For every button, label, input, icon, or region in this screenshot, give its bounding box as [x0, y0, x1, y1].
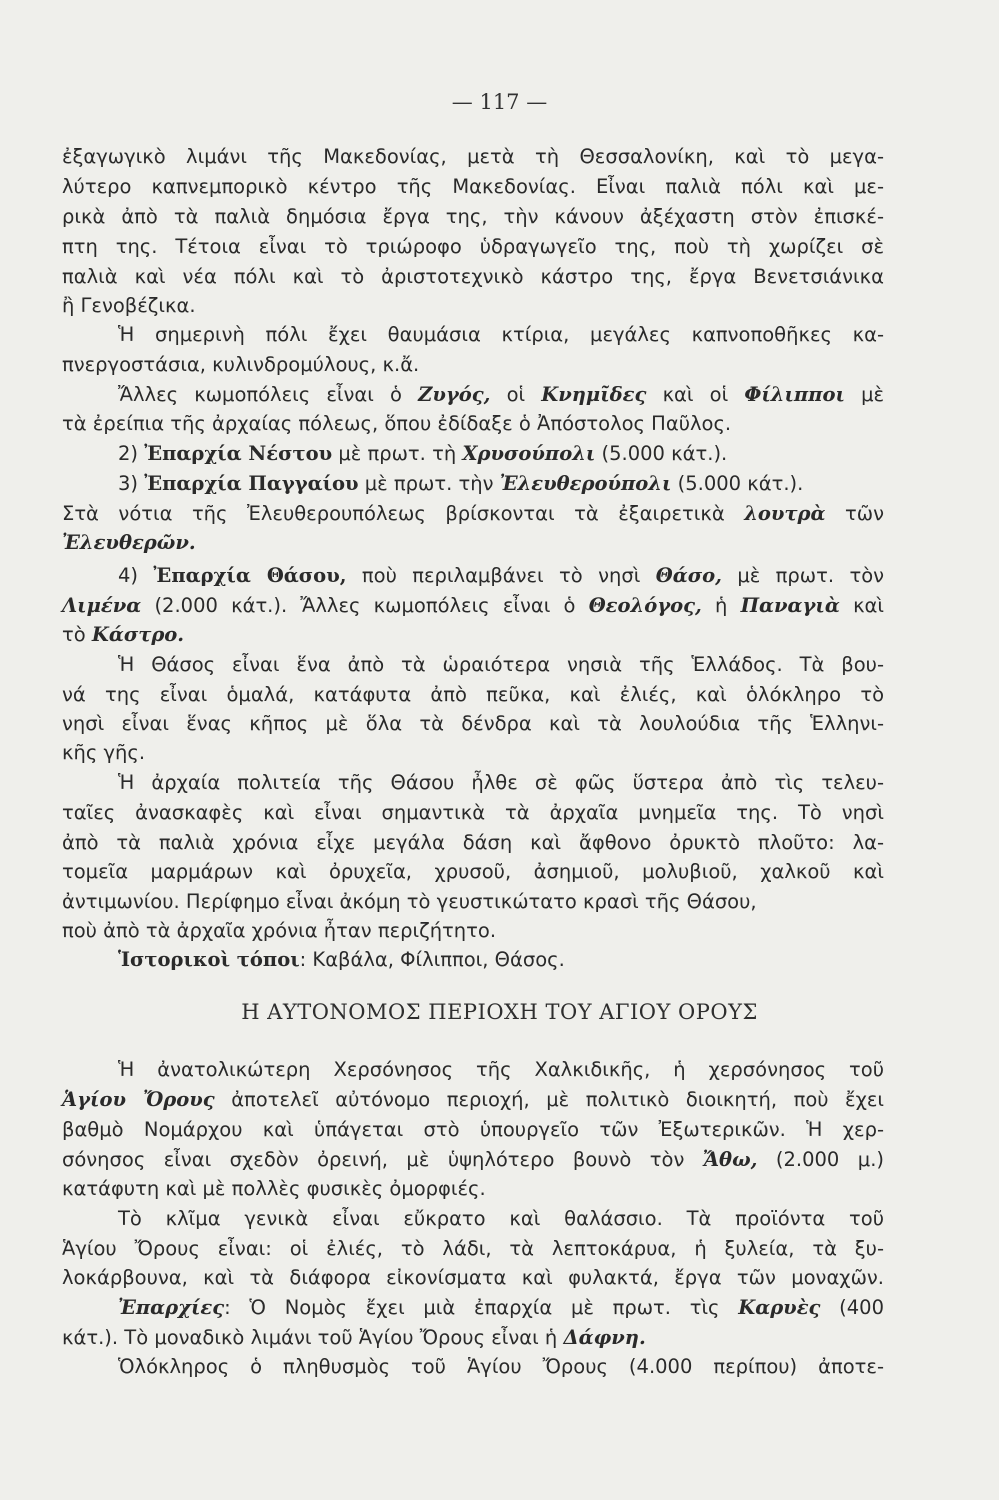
text-line: λοκάρβουνα, καὶ τὰ διάφορα εἰκονίσματα καὶ φυλακτά, ἔργα τῶν μοναχῶν.	[62, 1266, 884, 1289]
text-line: Ἐπαρχίες: Ὁ Νομὸς ἔχει μιὰ ἐπαρχία μὲ πρωτ. τὶς Καρυὲς (400	[118, 1296, 884, 1319]
text-line: νά της εἶναι ὁμαλά, κατάφυτα ἀπὸ πεῦκα, καὶ ἐλιές, καὶ ὁλόκληρο τὸ	[62, 683, 884, 706]
place-name: Καρυὲς	[738, 1296, 821, 1319]
text-line: Ἄλλες κωμοπόλεις εἶναι ὁ Ζυγός, οἱ Κνημῖδες καὶ οἱ Φίλιπποι μὲ	[118, 383, 885, 406]
place-name: Ἁγίου Ὄρους	[62, 1088, 215, 1111]
place-name: Θάσο,	[655, 564, 722, 587]
text-line: ρικὰ ἀπὸ τὰ παλιὰ δημόσια ἔργα της, τὴν κάνουν ἀξέχαστη στὸν ἐπισκέ-	[62, 205, 884, 228]
text-line: ἐξαγωγικὸ λιμάνι τῆς Μακεδονίας, μετὰ τὴ Θεσσαλονίκη, καὶ τὸ μεγα-	[62, 145, 884, 168]
text-line: τὸ Κάστρο.	[62, 623, 185, 646]
historic-sites-label: Ἱστορικοὶ τόποι	[118, 948, 300, 971]
text-line: ἀντιμωνίου. Περίφημο εἶναι ἀκόμη τὸ γευστικώτατο κρασὶ τῆς Θάσου,	[62, 890, 757, 913]
text-line: Ἡ ἀρχαία πολιτεία τῆς Θάσου ἦλθε σὲ φῶς ὕστερα ἀπὸ τὶς τελευ-	[118, 771, 884, 794]
text-line: ἢ Γενοβέζικα.	[62, 294, 196, 317]
section-heading: Η ΑΥΤΟΝΟΜΟΣ ΠΕΡΙΟΧΗ ΤΟΥ ΑΓΙΟΥ ΟΡΟΥΣ	[241, 1000, 758, 1024]
place-name: Κάστρο.	[91, 623, 185, 646]
place-name: Λιμένα	[62, 594, 142, 617]
text-line: κάτ.). Τὸ μοναδικὸ λιμάνι τοῦ Ἁγίου Ὄρους εἶναι ἡ Δάφνη.	[62, 1326, 646, 1349]
text-line: κατάφυτη καὶ μὲ πολλὲς φυσικὲς ὀμορφιές.	[62, 1177, 486, 1200]
place-name: Θεολόγος,	[588, 594, 702, 617]
text-line: Ἁγίου Ὄρους ἀποτελεῖ αὐτόνομο περιοχή, μὲ πολιτικὸ διοικητή, ποὺ ἔχει	[62, 1088, 885, 1111]
region-name: Ἐπαρχία Παγγαίου	[144, 472, 359, 495]
text-line: Ὁλόκληρος ὁ πληθυσμὸς τοῦ Ἁγίου Ὄρους (4.000 περίπου) ἀποτε-	[118, 1355, 884, 1378]
text-line: ἀπὸ τὰ παλιὰ χρόνια εἶχε μεγάλα δάση καὶ ἄφθονο ὀρυκτὸ πλοῦτο: λα-	[62, 831, 884, 854]
place-name: Παναγιὰ	[740, 594, 840, 617]
text-line: τομεῖα μαρμάρων καὶ ὀρυχεῖα, χρυσοῦ, ἀσημιοῦ, μολυβιοῦ, χαλκοῦ καὶ	[62, 860, 884, 883]
text-line: τὰ ἐρείπια τῆς ἀρχαίας πόλεως, ὅπου ἐδίδαξε ὁ Ἀπόστολος Παῦλος.	[62, 412, 732, 435]
place-name: Δάφνη.	[563, 1326, 646, 1349]
text-line: σόνησος εἶναι σχεδὸν ὀρεινή, μὲ ὑψηλότερο βουνὸ τὸν Ἄθω, (2.000 μ.)	[62, 1148, 884, 1171]
text-line: λύτερο καπνεμπορικὸ κέντρο τῆς Μακεδονίας. Εἶναι παλιὰ πόλι καὶ με-	[62, 175, 884, 198]
provinces-label: Ἐπαρχίες	[118, 1296, 225, 1319]
text-line: Ἡ Θάσος εἶναι ἕνα ἀπὸ τὰ ὡραιότερα νησιὰ τῆς Ἑλλάδος. Τὰ βου-	[118, 653, 884, 676]
text-line: Ἡ σημερινὴ πόλι ἔχει θαυμάσια κτίρια, μεγάλες καπνοποθῆκες κα-	[118, 323, 884, 346]
text-line: ταῖες ἀνασκαφὲς καὶ εἶναι σημαντικὰ τὰ ἀρχαῖα μνημεῖα της. Τὸ νησὶ	[62, 801, 884, 824]
text-line: 4) Ἐπαρχία Θάσου, ποὺ περιλαμβάνει τὸ νησὶ Θάσο, μὲ πρωτ. τὸν	[118, 564, 885, 587]
place-name: Κνημῖδες	[541, 383, 647, 406]
text-line: ποὺ ἀπὸ τὰ ἀρχαῖα χρόνια ἦταν περιζήτητο.	[62, 919, 497, 942]
page-number: — 117 —	[451, 90, 548, 114]
place-name: Ζυγός,	[418, 383, 491, 406]
region-name: Ἐπαρχία Νέστου	[144, 442, 333, 465]
text-line: κῆς γῆς.	[62, 741, 146, 764]
text-line: Ἡ ἀνατολικώτερη Χερσόνησος τῆς Χαλκιδικῆς, ἡ χερσόνησος τοῦ	[118, 1058, 884, 1081]
text-line: πνεργοστάσια, κυλινδρομύλους, κ.ἄ.	[62, 353, 420, 376]
region-name: Ἐπαρχία Θάσου,	[153, 564, 347, 587]
text-line	[62, 530, 884, 556]
text-line: πτη της. Τέτοια εἶναι τὸ τριώροφο ὑδραγωγεῖο της, ποὺ τὴ χωρίζει σὲ	[62, 235, 884, 258]
text-line: Λιμένα (2.000 κάτ.). Ἄλλες κωμοπόλεις εἶναι ὁ Θεολόγος, ἡ Παναγιὰ καὶ	[62, 594, 885, 617]
place-name: λουτρὰ	[744, 502, 826, 525]
text-line: βαθμὸ Νομάρχου καὶ ὑπάγεται στὸ ὑπουργεῖο τῶν Ἐξωτερικῶν. Ἡ χερ-	[62, 1118, 884, 1141]
text-line: Ἱστορικοὶ τόποι: Καβάλα, Φίλιπποι, Θάσος.	[118, 948, 565, 971]
text-line: παλιὰ καὶ νέα πόλι καὶ τὸ ἀριστοτεχνικὸ κάστρο της, ἔργα Βενετσιάνικα	[62, 265, 884, 288]
text-line: νησὶ εἶναι ἕνας κῆπος μὲ ὅλα τὰ δένδρα καὶ τὰ λουλούδια τῆς Ἑλληνι-	[62, 712, 884, 735]
place-name: Ἐλευθερῶν.	[62, 531, 196, 554]
text-line: 2) Ἐπαρχία Νέστου μὲ πρωτ. τὴ Χρυσούπολι (5.000 κάτ.).	[118, 442, 728, 465]
text-line: 3) Ἐπαρχία Παγγαίου μὲ πρωτ. τὴν Ἐλευθερούπολι (5.000 κάτ.).	[118, 472, 804, 495]
text-line: Στὰ νότια τῆς Ἐλευθερουπόλεως βρίσκονται τὰ ἐξαιρετικὰ λουτρὰ τῶν	[62, 502, 884, 525]
place-name: Χρυσούπολι	[462, 442, 596, 465]
text-line: Τὸ κλῖμα γενικὰ εἶναι εὔκρατο καὶ θαλάσσιο. Τὰ προϊόντα τοῦ	[118, 1207, 884, 1230]
place-name: Ἐλευθερούπολι	[499, 472, 672, 495]
place-name: Ἄθω,	[702, 1148, 758, 1171]
text-line: Ἁγίου Ὄρους εἶναι: οἱ ἐλιές, τὸ λάδι, τὰ λεπτοκάρυα, ἡ ξυλεία, τὰ ξυ-	[62, 1237, 884, 1260]
place-name: Φίλιπποι	[744, 383, 845, 406]
